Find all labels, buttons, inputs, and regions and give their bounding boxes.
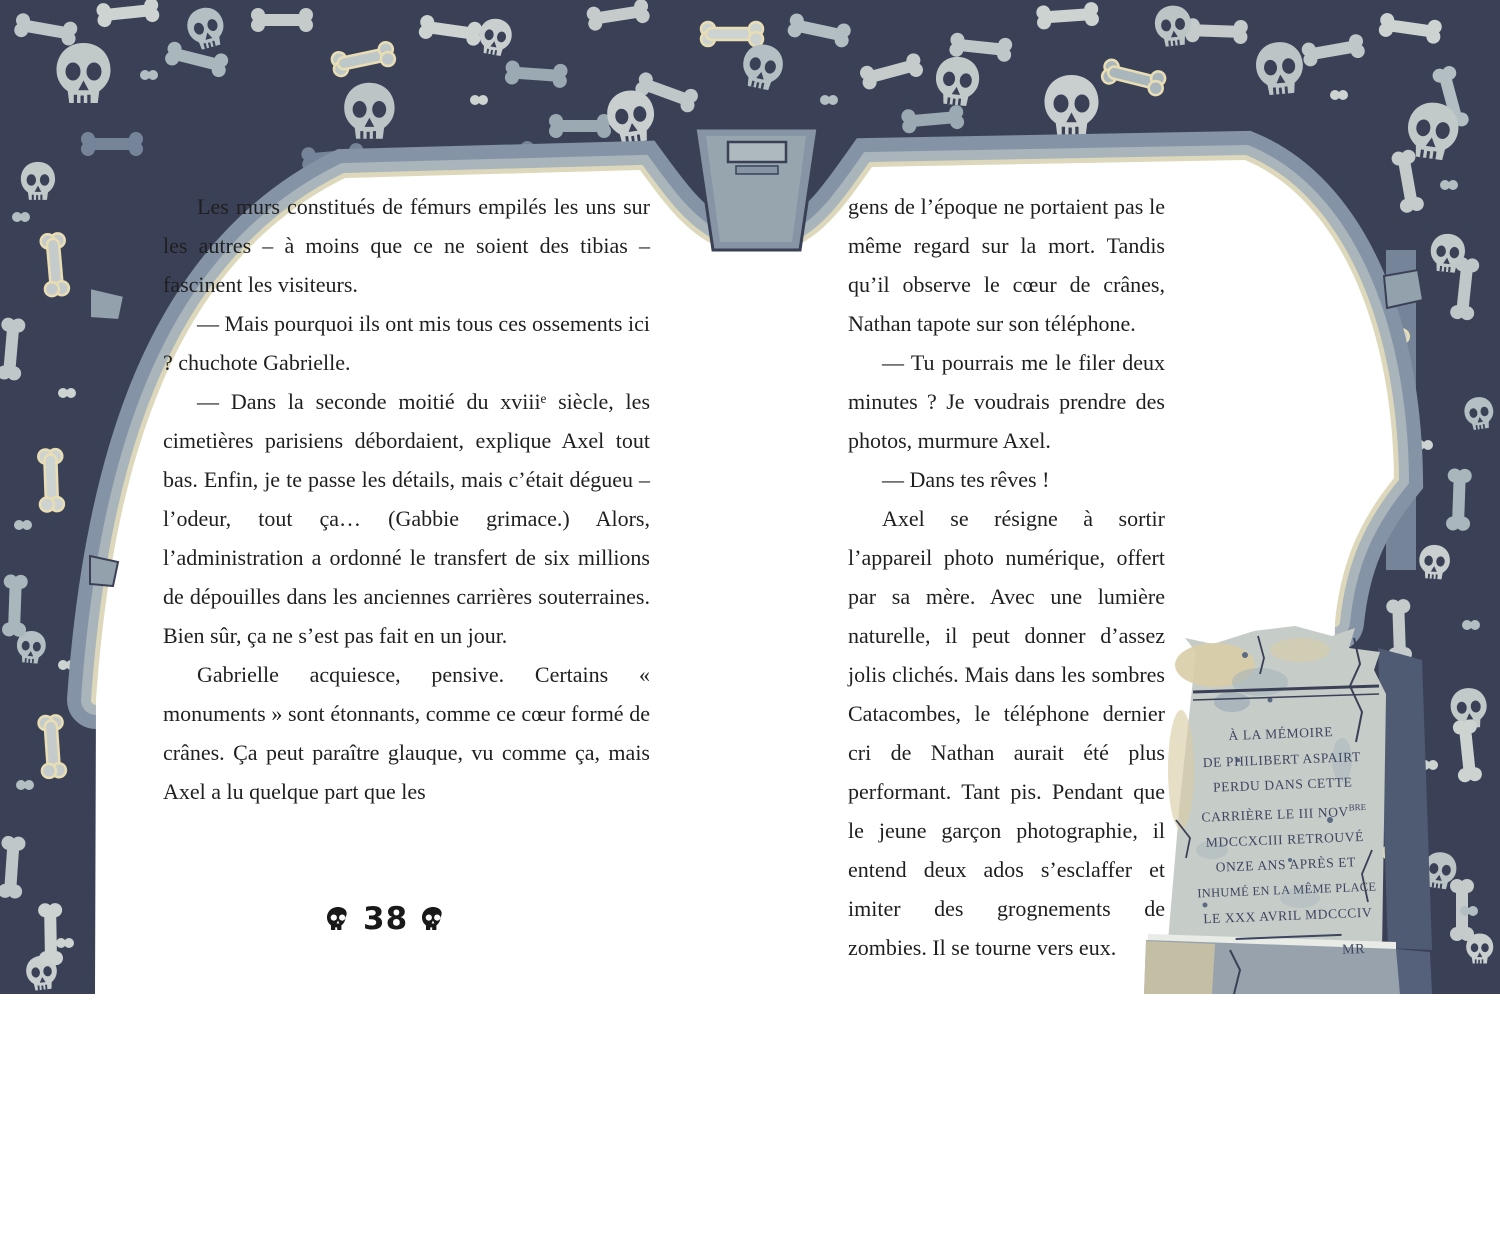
paragraph: Les murs constitués de fémurs empilés les uns sur les autres – à moins que ce ne soient des tibias – fascinent les visiteurs. bbox=[163, 194, 650, 297]
paragraph: — Dans la seconde moitié du xviiiᵉ siècle, les cimetières parisiens débordaient, explique Axel tout bas. Enfin, je te passe les détails, mais c’était dégueu – l’odeur, tout ça… (Gabbie grimace.) Alors, l’administration a ordonné le transfert de six millions de dépouilles dans les anciennes carrières souterraines. Bien sûr, ça ne s’est pas fait en un jour. bbox=[163, 389, 650, 648]
tombstone-line: INHUMÉ EN LA MÊME PLACE bbox=[1197, 879, 1377, 900]
skull-icon bbox=[326, 906, 350, 932]
keystone-plaque bbox=[728, 142, 786, 162]
right-page-text bbox=[848, 187, 1337, 1234]
tombstone-line: DE PHILIBERT ASPAIRT bbox=[1202, 748, 1362, 770]
tombstone-signature: MR bbox=[1341, 941, 1366, 958]
keystone-pier bbox=[695, 128, 818, 250]
paragraph: — Mais pourquoi ils ont mis tous ces ossements ici ? chuchote Gabrielle. bbox=[163, 311, 650, 375]
skull-icon bbox=[421, 906, 445, 932]
tombstone-line: ONZE ANS APRÈS ET bbox=[1215, 854, 1357, 875]
tombstone-inscription bbox=[1178, 717, 1391, 969]
tombstone-line: À LA MÉMOIRE bbox=[1228, 724, 1334, 744]
left-page-text bbox=[163, 187, 650, 811]
paragraph: Gabrielle acquiesce, pensive. Certains « monuments » sont étonnants, comme ce cœur formé de crânes. Ça peut paraître glauque, vu comme ça, mais Axel a lu quelque part que les bbox=[163, 662, 650, 804]
page-number: 38 bbox=[363, 901, 409, 937]
paragraph: Axel se résigne à sortir l’appareil photo numérique, offert par sa mère. Avec une lumière naturelle, il peut donner d’assez jolis clichés. Mais dans les sombres Catacombes, le téléphone dernier cri de Nathan aurait été plus performant. Tant pis. Pendant que le jeune garçon photographie, il entend deux ados s’esclaffer et imiter des grognements de zombies. Il se tourne vers eux. bbox=[848, 506, 1165, 960]
tombstone-line: MDCCXCIII RETROUVÉ bbox=[1205, 828, 1365, 850]
tombstone-superscript: BRE bbox=[1348, 801, 1367, 813]
tombstone-line-text: CARRIÈRE LE III NOV bbox=[1201, 803, 1350, 825]
paragraph: — Tu pourrais me le filer deux minutes ? Je voudrais prendre des photos, murmure Axel. bbox=[848, 350, 1165, 453]
paragraph: — Dans tes rêves ! bbox=[882, 467, 1050, 492]
tombstone-line: LE XXX AVRIL MDCCCIV bbox=[1202, 904, 1373, 927]
page-footer bbox=[326, 901, 445, 937]
paragraph: gens de l’époque ne portaient pas le même regard sur la mort. Tandis qu’il observe le cœur de crânes, Nathan tapote sur son téléphone. bbox=[848, 194, 1165, 336]
tombstone-line: PERDU DANS CETTE bbox=[1212, 774, 1353, 795]
